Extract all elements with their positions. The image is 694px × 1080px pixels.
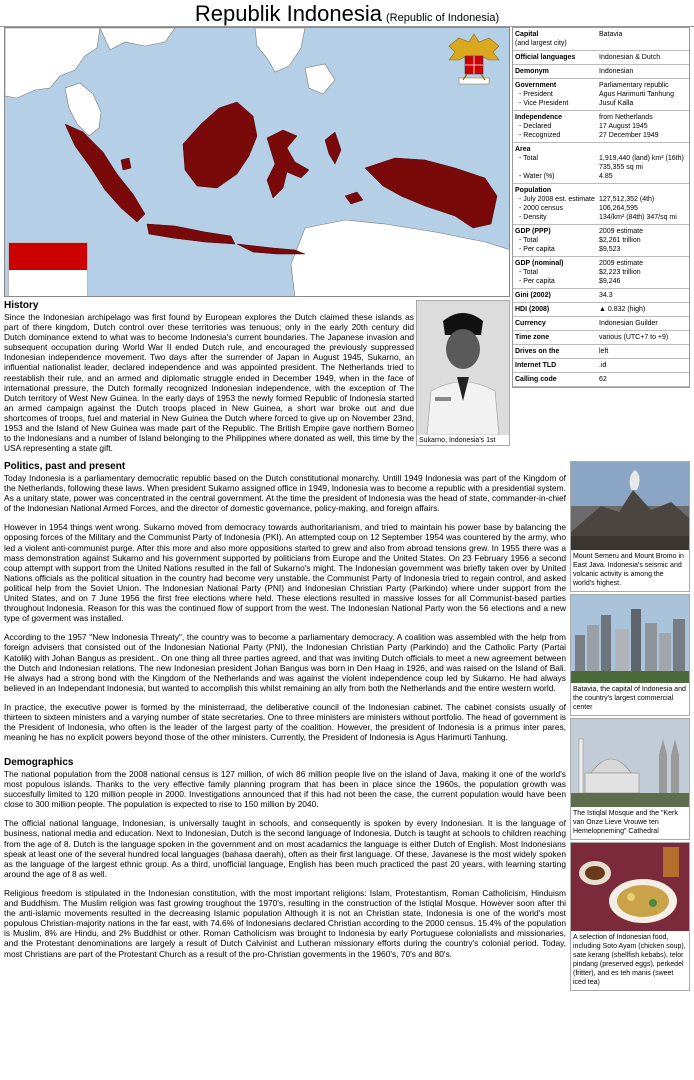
infobox-key: GDP (PPP) — [515, 228, 551, 235]
infobox-section — [513, 79, 689, 111]
politics-paragraph: According to the 1957 "New Indonesia Threaty", the country was to become a parliamentary democracy. A coalition was assembled with the help from foreign advisers that consisted out of the Indonesian National Party (PNI), the Indonesian Christian Party (Parkindo) and the Catholic Party (Partai Katolik) with Johan Bangus as president.. On one thing all three parties agreed, and that was inviting Dutch officials to meet a new agreement between the Dutch and Indonesian relations. The new Indonesian president Johan Bangus was born in Den Haag in 1926, and was raised on the Island of Bali. He always had a strong bond with the Kingdom of the Netherlands and was against the violent independence coup led by Sukarno. He had always believed in an Independant Indonesia, but wanted to accomplish this whilst remaining an ally from both the Netherlands and the entire western world. — [4, 632, 566, 693]
infobox-section — [513, 65, 689, 79]
infobox-value: Parliamentary republic — [599, 82, 669, 89]
infobox-row — [515, 172, 687, 181]
infobox-row — [515, 245, 687, 254]
volcano-photo — [571, 462, 689, 550]
infobox-value: $2,223 trillion — [599, 269, 641, 276]
infobox-row — [515, 195, 687, 204]
sukarno-figure — [416, 300, 510, 446]
demographics-paragraph: Religious freedom is stipulated in the Indonesian constitution, with the most important religions: Islam, Protestantism, Roman Catholicism, Hinduism and Buddhism. The Muslim religion was fast growing troughout the 1970's, resulting in the construction of the Istiqlal Mosque. However soon after thi the anti-islamic movements resulted in the decreasing Islamic population Although it is not an Christian state, Indonesia is one of the world's most populous Christian-majority nations in the far east, with 74.6% of Indonesians declared Christian according to the 2000 census. 15.4% of the population is Muslim, 8% are Hindu, and 2% Buddhist or other. Roman Catholicism was brought to Indonesia by early Portuguese colonialists and missionaries, and the Protestant denominations are largely a result of Dutch Calvinist and Lutheran missionary efforts during the country's colonial period. Today, most Christians are part of the Protestant Church as a result of the pro-Christian goverments in the 1960's, 70's and 80's. — [4, 887, 566, 959]
borneo — [183, 102, 257, 188]
infobox-row — [515, 145, 687, 154]
infobox-key: - Total — [519, 155, 538, 162]
infobox-key: Drives on the — [515, 348, 560, 355]
gallery-caption: The Istiqlal Mosque and the "Kerk van Onze Lieve Vrouwe ten Hemelopneming" Cathedral — [573, 810, 678, 835]
politics-paragraph: In practice, the executive power is formed by the ministerraad, the deliberative council of the Indonesian cabinet. The cabinet consists usually of thirteen to sixteen ministers and a varying number of state secretaries. One to three ministers are ministers without portfolio. The head of government is the President of Indonesia, who often is the leader of the largest party of the coalition. However, the president of Indonesia is a primus inter pares, meaning he has no explicit powers beyond those of the other ministers. Currently, the President of Indonesia is Agus Harimurti Tanhung. — [4, 701, 566, 743]
infobox-value: $9,246 — [599, 278, 621, 285]
infobox-section — [513, 225, 689, 257]
infobox-value: 34.3 — [599, 292, 613, 299]
infobox-key: Time zone — [515, 334, 550, 341]
infobox-row — [515, 319, 687, 328]
batavia-photo — [571, 595, 689, 683]
locator-map — [4, 27, 510, 297]
infobox-value: 2009 estimate — [599, 260, 643, 267]
infobox-row — [515, 361, 687, 370]
food-photo — [571, 843, 689, 931]
infobox-key: Official languages — [515, 54, 576, 61]
infobox-key: - Recognized — [519, 132, 561, 139]
bangka — [121, 158, 131, 170]
infobox-row — [515, 268, 687, 277]
infobox-key: GDP (nominal) — [515, 260, 564, 267]
national-flag — [8, 242, 88, 296]
infobox-value: 2009 estimate — [599, 228, 643, 235]
infobox-section — [513, 345, 689, 359]
image-gallery — [570, 461, 690, 993]
infobox-value: various (UTC+7 to +9) — [599, 334, 669, 341]
infobox-value: ▲ 0.832 (high) — [599, 306, 646, 313]
mosque-photo — [571, 719, 689, 807]
infobox-row — [515, 227, 687, 236]
infobox-key: - Per capita — [519, 246, 555, 253]
infobox-key: - President — [519, 91, 553, 98]
infobox-key: - Total — [519, 237, 538, 244]
infobox-value: 106,264,595 — [599, 205, 638, 212]
infobox-key: Area — [515, 146, 531, 153]
infobox-row — [515, 81, 687, 90]
infobox-section — [513, 143, 689, 184]
infobox-key: Independence — [515, 114, 563, 121]
new-guinea — [365, 158, 497, 228]
australia — [291, 220, 510, 297]
infobox-key: Internet TLD — [515, 362, 557, 369]
infobox-value: Indonesian — [599, 68, 634, 75]
sumatra — [65, 124, 145, 222]
infobox-section — [513, 317, 689, 331]
politics-paragraph: Today Indonesia is a parliamentary democratic republic based on the Dutch constitutional monarchy. Untill 1949 Indonesia was part of the Kingdom of the Netherlands, following these laws. When president Sukarno assigned office in 1949, Indonesia was to become a republic with a presidential system. As a unitary state, power was concentrated in the central government. At the time the president of Indonesia was the head of state, commander-in-chief of the Indonesian National Armed Forces, and the director of domestic governance, policy-making, and foreign affairs. — [4, 473, 566, 514]
flag-white-stripe — [9, 270, 87, 297]
infobox-value: Indonesian & Dutch — [599, 54, 661, 61]
infobox-value: $9,523 — [599, 246, 621, 253]
flag-red-stripe — [9, 243, 87, 270]
infobox-row — [515, 186, 687, 195]
infobox-value: 27 December 1949 — [599, 132, 659, 139]
gallery-caption: A selection of Indonesian food, including Soto Ayam (chicken soup), sate kerang (shellfish kebabs), telor pindang (preserved eggs), perkedel (fritter), and es teh manis (sweet iced tea) — [573, 934, 686, 986]
infobox-value — [599, 186, 687, 195]
gallery-caption: Mount Semeru and Mount Bromo in East Java. Indonesia's seismic and volcanic activity is among the world's highest. — [573, 553, 684, 587]
infobox-value: Batavia — [599, 31, 623, 38]
infobox-value: left — [599, 348, 609, 355]
infobox-value: $2,261 trillion — [599, 237, 641, 244]
gallery-item-food — [570, 842, 690, 991]
infobox-value: 4.85 — [599, 173, 613, 180]
gallery-item-batavia — [570, 594, 690, 716]
page-title: Republik Indonesia — [194, 1, 382, 26]
infobox-row — [515, 291, 687, 300]
infobox-row — [515, 236, 687, 245]
infobox-key: - July 2008 est. estimate — [519, 196, 595, 203]
infobox-row — [515, 53, 687, 62]
history-text: Since the Indonesian archipelago was first found by European explores the Dutch claimed these islands as part of there kingdom, Dutch control over these territories was tenuous; only in the early 20th century did Dutch dominance extend to what was to become Indonesia's current boundaries. The Japanese invasion and subsequent occupation during World War II ended Dutch rule, and encouraged the previously suppressed Indonesian independence movement. Two days after the surrender of Japan in August 1945, Sukarno, an influential nationalist leader, declared independence and was appointed president. The Netherlands tried to reestablish their rule, and an armed and diplomatic struggle ended in December 1949, when in the face of international pressure, the Dutch formally recognized Indonesian independence, with the exception of The Dutch territory of West New Guinea. In the early days of 1953 the newly formed Republic of Indonesia started an armed campaign against the Dutch troops placed in New Guinea, a short war broke out and due shortcomes of troops, fuel and material in New Guinea the Dutch where forced to give up on November 23nd, 1953 and the Island of New Guinea was made part of the Republic. The British Empire gave northern Borneo to the Indonesians and a number of Island belonging to the Philippines where donated as well, this time by the USA representing a state gift. — [4, 312, 414, 454]
page-title-bar — [0, 0, 694, 27]
politics-heading: Politics, past and present — [4, 461, 126, 472]
history-section — [4, 300, 414, 462]
infobox-section — [513, 51, 689, 65]
infobox-key: - Density — [519, 214, 547, 221]
infobox-row — [515, 131, 687, 140]
infobox-section — [513, 28, 689, 51]
sulawesi — [267, 130, 309, 198]
demographics-heading: Demographics — [4, 757, 74, 768]
infobox-section — [513, 184, 689, 225]
politics-section — [4, 461, 566, 751]
gallery-caption: Batavia, the capital of Indonesia and the country's largest commercial center — [573, 686, 686, 711]
demographics-paragraph: The official national language, Indonesian, is universally taught in schools, and consequently is spoken by every Indonesian. It is the language of business, national media and education. Next to Indonesian, Dutch is the second language of Indonesia. Dutch is taught at schools to children reaching from the age of 8. Dutch is the language spoken in the government and on most acadamics the language is either Dutch of English. Most Indonesians speak at least one of the several hundred local languages (bahasa daerah), often as their first language. Of these, Javanese is the most widely spoken as the language of the largest ethnic group. As a third, unofficial language, English has been much practiced the past 20 years, with learning starting around the age of 8 as well. — [4, 818, 566, 879]
infobox-key: - Total — [519, 269, 538, 276]
infobox — [512, 27, 690, 388]
seram — [345, 192, 363, 204]
infobox-row — [515, 99, 687, 108]
infobox-key: Government — [515, 82, 557, 89]
infobox-value — [599, 145, 687, 154]
infobox-section — [513, 257, 689, 289]
infobox-row — [515, 113, 687, 122]
infobox-key: Capital — [515, 31, 539, 38]
infobox-row — [515, 67, 687, 76]
page-subtitle: (Republic of Indonesia) — [386, 12, 500, 24]
infobox-key: Currency — [515, 320, 546, 327]
infobox-row — [515, 204, 687, 213]
infobox-key: HDI (2008) — [515, 306, 550, 313]
infobox-section — [513, 373, 689, 387]
halmahera — [325, 132, 341, 164]
infobox-value: Indonesian Guilder — [599, 320, 658, 327]
infobox-row — [515, 90, 687, 99]
infobox-section — [513, 111, 689, 143]
gallery-item-mosque — [570, 718, 690, 840]
infobox-row — [515, 213, 687, 222]
politics-paragraph: However in 1954 things went wrong. Sukarno moved from democracy towards authoritarianism, and tried to maintain his power base by balancing the opposing forces of the Military and the Communist Party of Indonesia (PKI). An attempted coup on 12 September 1954 was countered by the army, who led a violent anti-communist purge. After this more and also more oppositions started to grew and also from abroad tensions grew. In 1955 there was a mass demonstration against Sukarno and his government supported by politicians from Europe and the United States. On 23 February 1956 a second coup attempt with support from the United Nations resulted in the fall of Sukarno's might. The Indonesian government was briefly taken over by United Nations officials as the political situation in the country had become very unstable. the Communist Party of Indonesia tried to regain control, and asked political help from the Soviet Union. The Indonesian National Party (PNI) and Indonesian Christian Party (Parkindo) where under support from the United States, and on 7 June 1956 the first free elections where held. These elections resulted in massive losses for all Communist-based parties throughout Indonesia. Reason for this was the continued flow of support from the west. The Indonesian National Party won the 56 elections and a new type of goverment was installed. — [4, 522, 566, 624]
infobox-section — [513, 359, 689, 373]
infobox-section — [513, 303, 689, 317]
infobox-row — [515, 277, 687, 286]
infobox-row — [515, 122, 687, 131]
infobox-value: Agus Harimurti Tanhung — [599, 91, 674, 98]
infobox-key-note: (and largest city) — [515, 40, 567, 47]
infobox-key: Population — [515, 187, 552, 194]
indochina — [100, 28, 175, 50]
infobox-key: Calling code — [515, 376, 557, 383]
infobox-value: 134/km² (84th) 347/sq mi — [599, 214, 677, 221]
infobox-key: Demonym — [515, 68, 549, 75]
java — [147, 224, 235, 244]
infobox-value: .id — [599, 362, 607, 369]
infobox-row — [515, 30, 687, 39]
infobox-value: Jusuf Kalla — [599, 100, 634, 107]
demographics-paragraph: The national population from the 2008 national census is 127 million, of wich 86 million people live on the island of Java, making it one of the world's most populous islands. Thanks to the very effective family planning program that has been in place since the 1960s, the population growth was succesfully limited to 120 million people in 2000. Investigations announced that if this had not been the case, the current population would have been close to 300 million people. The population is expected to rise to 150 million by 2040. — [4, 769, 566, 810]
infobox-value: 62 — [599, 376, 607, 383]
lesser-sundas — [237, 244, 305, 254]
infobox-key: - Per capita — [519, 278, 555, 285]
infobox-row — [515, 259, 687, 268]
infobox-key: - 2000 census — [519, 205, 563, 212]
infobox-key: Gini (2002) — [515, 292, 551, 299]
infobox-row — [515, 347, 687, 356]
infobox-row — [515, 333, 687, 342]
sukarno-caption: Sukarno, Indonesia's 1st — [419, 437, 496, 444]
infobox-section — [513, 331, 689, 345]
infobox-key: - Declared — [519, 123, 552, 130]
infobox-row — [515, 39, 687, 48]
infobox-row — [515, 154, 687, 172]
infobox-row — [515, 305, 687, 314]
infobox-key: - Water (%) — [519, 173, 555, 180]
mindanao — [305, 64, 335, 94]
demographics-section — [4, 757, 566, 968]
infobox-section — [513, 289, 689, 303]
history-heading: History — [4, 300, 39, 311]
philippines — [255, 28, 305, 72]
infobox-row — [515, 375, 687, 384]
infobox-key: - Vice President — [519, 100, 569, 107]
gallery-item-volcano — [570, 461, 690, 592]
coat-of-arms — [445, 30, 503, 90]
infobox-value: 17 August 1945 — [599, 123, 648, 130]
infobox-value: from Netherlands — [599, 114, 653, 121]
infobox-value: 127,512,352 (4th) — [599, 196, 655, 203]
infobox-value: 1,919,440 (land) km² (16th) 735,355 sq mi — [599, 155, 684, 171]
sukarno-photo — [417, 301, 509, 435]
